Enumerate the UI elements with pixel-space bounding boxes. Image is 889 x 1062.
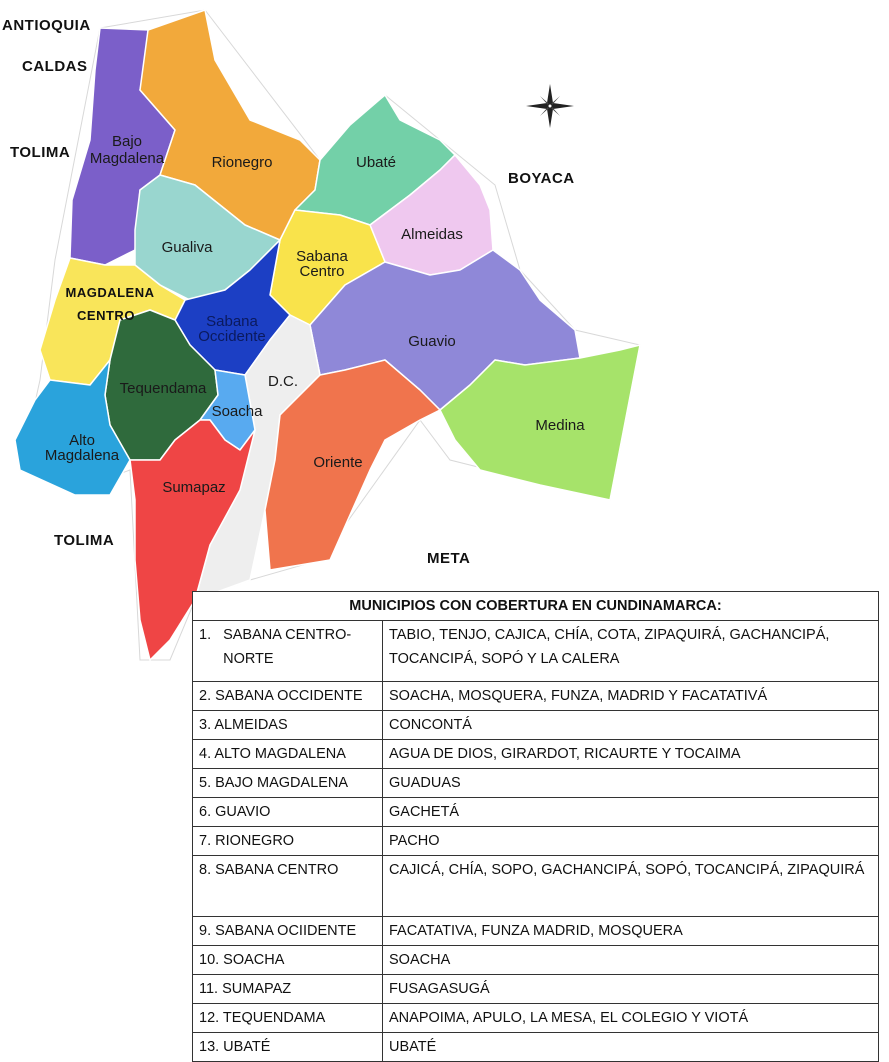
table-header-row — [193, 592, 879, 621]
region-cell: 4. ALTO MAGDALENA — [193, 740, 383, 769]
label-tolima-north: TOLIMA — [10, 144, 71, 161]
region-cell: 3. ALMEIDAS — [193, 711, 383, 740]
table-row — [193, 946, 879, 975]
label-antioquia: ANTIOQUIA — [2, 17, 91, 34]
table-row — [193, 975, 879, 1004]
label-alto-magdalena-2: Magdalena — [44, 447, 120, 464]
municipalities-cell: FACATATIVA, FUNZA MADRID, MOSQUERA — [383, 917, 879, 946]
municipalities-cell: CAJICÁ, CHÍA, SOPO, GACHANCIPÁ, SOPÓ, TOCANCIPÁ, ZIPAQUIRÁ — [383, 856, 879, 917]
region-name: SABANA CENTRO-NORTE — [223, 627, 352, 667]
table-row — [193, 711, 879, 740]
region-cell: 10. SOACHA — [193, 946, 383, 975]
table-row — [193, 769, 879, 798]
table-row — [193, 740, 879, 769]
label-almeidas: Almeidas — [401, 226, 463, 243]
municipalities-cell: PACHO — [383, 827, 879, 856]
region-cell: 12. TEQUENDAMA — [193, 1004, 383, 1033]
table-row — [193, 856, 879, 917]
municipalities-cell: SOACHA, MOSQUERA, FUNZA, MADRID Y FACATATIVÁ — [383, 682, 879, 711]
region-cell: 7. RIONEGRO — [193, 827, 383, 856]
label-sabana-occidente-2: Occidente — [198, 328, 266, 345]
table-row — [193, 798, 879, 827]
label-alto-magdalena-1: Alto — [69, 432, 95, 449]
label-sabana-centro-2: Centro — [299, 263, 345, 280]
municipalities-cell: UBATÉ — [383, 1033, 879, 1062]
region-cell: 11. SUMAPAZ — [193, 975, 383, 1004]
label-caldas: CALDAS — [22, 58, 88, 75]
municipalities-cell: GACHETÁ — [383, 798, 879, 827]
table-row — [193, 1033, 879, 1062]
table-row — [193, 827, 879, 856]
municipalities-cell: FUSAGASUGÁ — [383, 975, 879, 1004]
region-cell: 6. GUAVIO — [193, 798, 383, 827]
region-cell: 5. BAJO MAGDALENA — [193, 769, 383, 798]
region-cell: 13. UBATÉ — [193, 1033, 383, 1062]
row-number: 1. — [199, 627, 212, 643]
label-medina: Medina — [535, 417, 585, 434]
label-magdalena-centro-1: MAGDALENA — [65, 285, 155, 300]
label-oriente: Oriente — [313, 454, 363, 471]
label-rionegro: Rionegro — [211, 154, 273, 171]
label-boyaca: BOYACA — [508, 170, 575, 187]
label-guavio: Guavio — [408, 333, 456, 350]
region-cell: 2. SABANA OCCIDENTE — [193, 682, 383, 711]
label-dc: D.C. — [268, 373, 298, 390]
municipalities-cell: GUADUAS — [383, 769, 879, 798]
label-tequendama: Tequendama — [119, 380, 207, 397]
label-ubate: Ubaté — [355, 154, 397, 171]
label-magdalena-centro-2: CENTRO — [77, 308, 135, 323]
label-gualiva: Gualiva — [161, 239, 213, 256]
label-tolima-south: TOLIMA — [54, 532, 115, 549]
municipalities-cell: TABIO, TENJO, CAJICA, CHÍA, COTA, ZIPAQUIRÁ, GACHANCIPÁ, TOCANCIPÁ, SOPÓ Y LA CALERA — [383, 621, 879, 682]
region-cell — [193, 621, 383, 682]
coverage-table — [192, 591, 879, 1062]
table-row — [193, 1004, 879, 1033]
table-row — [193, 917, 879, 946]
municipalities-cell: AGUA DE DIOS, GIRARDOT, RICAURTE Y TOCAIMA — [383, 740, 879, 769]
label-bajo-magdalena-2: Magdalena — [89, 150, 165, 167]
municipalities-cell: SOACHA — [383, 946, 879, 975]
municipalities-cell: CONCONTÁ — [383, 711, 879, 740]
label-bajo-magdalena-1: Bajo — [111, 133, 143, 150]
label-soacha: Soacha — [211, 403, 263, 420]
compass-rose-icon — [526, 84, 574, 128]
table-title: MUNICIPIOS CON COBERTURA EN CUNDINAMARCA: — [193, 592, 879, 621]
label-sabana-occidente-1: Sabana — [206, 313, 258, 330]
table-row — [193, 682, 879, 711]
label-sumapaz: Sumapaz — [162, 479, 226, 496]
table-row — [193, 621, 879, 682]
region-cell: 8. SABANA CENTRO — [193, 856, 383, 917]
region-cell: 9. SABANA OCIIDENTE — [193, 917, 383, 946]
label-sabana-centro-1: Sabana — [296, 248, 348, 265]
municipalities-cell: ANAPOIMA, APULO, LA MESA, EL COLEGIO Y VIOTÁ — [383, 1004, 879, 1033]
label-meta: META — [427, 550, 471, 567]
